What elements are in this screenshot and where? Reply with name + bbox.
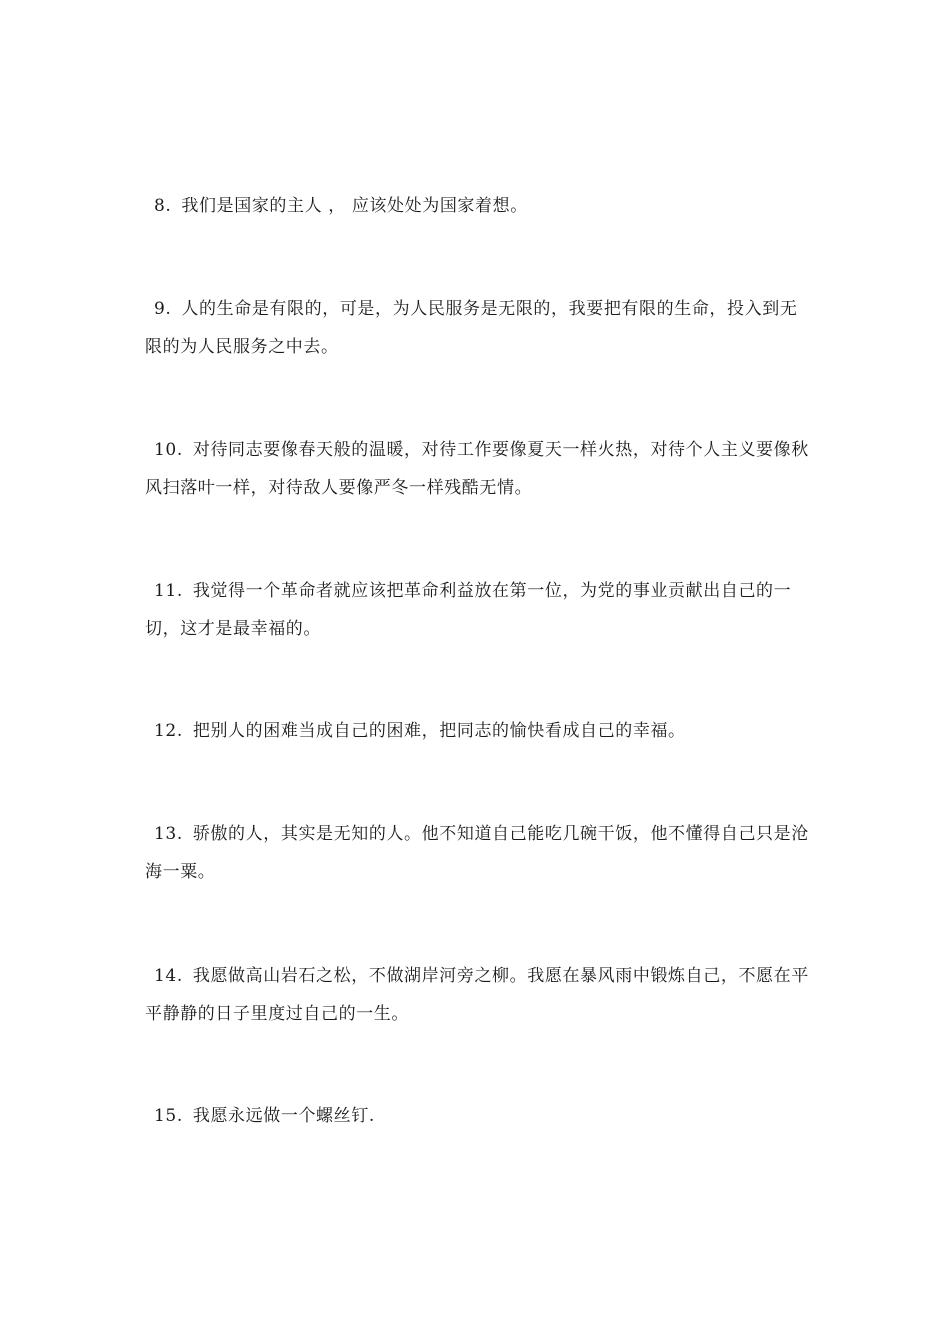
quote-text: 骄傲的人，其实是无知的人。他不知道自己能吃几碗干饭，他不懂得自己只是沧海一粟。 [145, 824, 809, 882]
quote-number: 8. [154, 196, 172, 216]
quote-15 [145, 1097, 813, 1135]
quote-number: 11. [154, 581, 183, 601]
quote-text: 人的生命是有限的，可是，为人民服务是无限的，我要把有限的生命，投入到无限的为人民服务之中去。 [145, 299, 798, 357]
quote-text: 我愿永远做一个螺丝钉. [192, 1106, 375, 1126]
quote-number: 12. [154, 721, 183, 741]
quote-9 [145, 290, 813, 366]
quote-number: 14. [154, 966, 183, 986]
quote-text: 对待同志要像春天般的温暖，对待工作要像夏天一样火热，对待个人主义要像秋风扫落叶一样，对待敌人要像严冬一样残酷无情。 [145, 440, 809, 498]
quote-number: 15. [154, 1106, 183, 1126]
quote-text: 我觉得一个革命者就应该把革命利益放在第一位，为党的事业贡献出自己的一切，这才是最幸福的。 [145, 581, 792, 639]
quote-number: 10. [154, 440, 183, 460]
quote-text: 把别人的困难当成自己的困难，把同志的愉快看成自己的幸福。 [192, 721, 686, 741]
quote-11 [145, 572, 813, 648]
quote-number: 13. [154, 824, 183, 844]
quote-12 [145, 712, 813, 750]
quote-14 [145, 957, 813, 1033]
quote-text: 我们是国家的主人 ， 应该处处为国家着想。 [181, 196, 528, 216]
quote-10 [145, 431, 813, 507]
quote-8 [145, 187, 813, 225]
quote-13 [145, 815, 813, 891]
quote-text: 我愿做高山岩石之松，不做湖岸河旁之柳。我愿在暴风雨中锻炼自己，不愿在平平静静的日子里度过自己的一生。 [145, 966, 809, 1024]
quote-number: 9. [154, 299, 172, 319]
